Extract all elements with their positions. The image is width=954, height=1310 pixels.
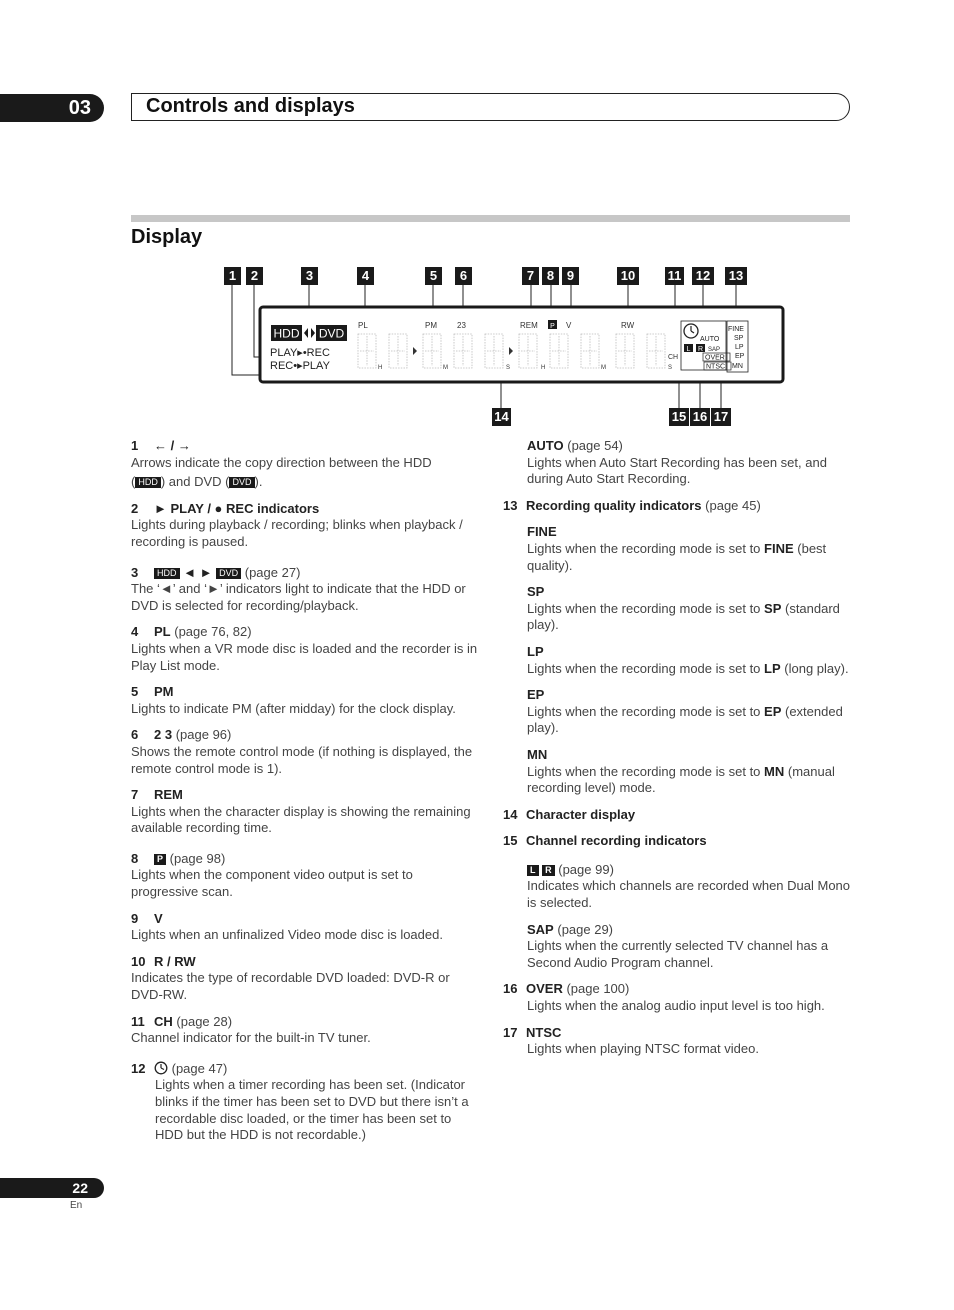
callout-1: 1: [224, 267, 241, 285]
item-2-title: ► PLAY / ● REC indicators: [154, 500, 320, 516]
lr-desc: Indicates which channels are recorded when Dual Mono is selected.: [527, 878, 851, 911]
item-5-title: PM: [154, 684, 174, 700]
item-1: [131, 438, 483, 491]
item-1-desc: Arrows indicate the copy direction between the HDD: [131, 454, 432, 470]
callout-11: 11: [665, 267, 684, 285]
panel-l: L: [686, 346, 691, 353]
panel-h2: H: [541, 365, 546, 371]
item-16-page: (page 100): [566, 981, 630, 997]
right-column: [503, 438, 851, 1068]
fine-mode: FINE: [764, 540, 794, 556]
left-column: [131, 438, 483, 1154]
callout-16: 16: [690, 408, 710, 426]
fine-post: (best quality).: [527, 540, 827, 573]
item-2-number: 2: [131, 500, 139, 516]
lp-post: (long play).: [780, 660, 849, 676]
item-10-desc: Indicates the type of recordable DVD loaded: DVD-R or DVD-RW.: [131, 970, 450, 1003]
lp-title: LP: [527, 643, 544, 659]
item-4-number: 4: [131, 624, 139, 640]
sp-mode: SP: [764, 600, 782, 616]
item-10-title: R / RW: [154, 953, 196, 969]
panel-play-rec: PLAY▸•REC: [270, 347, 330, 359]
ep-mode: EP: [764, 703, 782, 719]
lr-page: (page 99): [558, 861, 614, 877]
item-8-number: 8: [131, 850, 139, 866]
item-17-title: NTSC: [526, 1024, 562, 1040]
panel-sp: SP: [734, 335, 744, 342]
panel-m1: M: [443, 365, 448, 371]
item-5-desc: Lights to indicate PM (after midday) for the clock display.: [131, 700, 456, 716]
dvd-badge: DVD: [229, 477, 254, 488]
item-11: [131, 1014, 483, 1047]
chapter-number-tab: 03: [0, 94, 104, 122]
panel-sap: SAP: [708, 347, 721, 353]
callout-5: 5: [425, 267, 442, 285]
item-3-desc: The ‘◄’ and ‘►’ indicators light to indicate that the HDD or DVD is selected for recording/playback.: [131, 581, 466, 613]
ep-item: [503, 687, 851, 737]
sap-desc: Lights when the currently selected TV channel has a Second Audio Program channel.: [527, 938, 829, 970]
item-1-number: 1: [131, 438, 139, 453]
item-13: [503, 498, 851, 515]
callout-2: 2: [246, 267, 263, 285]
panel-remote: 23: [457, 321, 466, 330]
panel-fine: FINE: [728, 326, 744, 333]
sap-title: SAP: [527, 921, 554, 937]
sap-item: [503, 922, 851, 972]
item-16: [503, 981, 851, 1014]
callout-17: 17: [711, 408, 731, 426]
item-17-desc: Lights when playing NTSC format video.: [527, 1041, 759, 1057]
item-11-page: (page 28): [176, 1013, 233, 1029]
auto-page: (page 54): [567, 438, 623, 453]
item-17: [503, 1025, 851, 1058]
ep-title: EP: [527, 687, 545, 703]
panel-p: P: [550, 323, 555, 330]
item-8: [131, 851, 483, 901]
item-1-close: ).: [254, 474, 263, 490]
item-3-number: 3: [131, 564, 139, 580]
item-16-number: 16: [503, 981, 518, 997]
item-1-open: (: [131, 474, 136, 490]
item-12-page: (page 47): [171, 1060, 228, 1076]
item-15: [503, 833, 851, 850]
panel-rw: RW: [621, 321, 635, 330]
panel-m2: M: [601, 365, 606, 371]
item-17-number: 17: [503, 1024, 518, 1040]
item-3-page: (page 27): [244, 564, 301, 580]
ep-post: (extended play).: [527, 703, 843, 736]
callout-7: 7: [522, 267, 539, 285]
item-1-mid: ) and DVD (: [160, 474, 230, 490]
item-4-title: PL: [154, 624, 171, 640]
panel-rem: REM: [520, 321, 538, 330]
panel-ch: CH: [668, 354, 679, 361]
fine-desc: Lights when the recording mode is set to: [527, 540, 765, 556]
panel-s2: S: [668, 365, 673, 371]
ep-desc: Lights when the recording mode is set to: [527, 703, 765, 719]
panel-mn: MN: [732, 363, 743, 370]
callout-13: 13: [725, 267, 747, 285]
item-13-page: (page 45): [705, 497, 761, 513]
sp-desc: Lights when the recording mode is set to: [527, 600, 765, 616]
item-11-desc: Channel indicator for the built-in TV tuner.: [131, 1030, 371, 1046]
item-10-number: 10: [131, 953, 146, 969]
panel-v: V: [566, 321, 572, 330]
panel-pl: PL: [358, 321, 368, 330]
item-3-arrows: ◄ ►: [183, 564, 213, 580]
callout-9: 9: [562, 267, 579, 285]
item-7: [131, 787, 483, 837]
item-2: [131, 501, 483, 551]
item-10: [131, 954, 483, 1004]
callout-14: 14: [492, 408, 511, 426]
hdd-badge: HDD: [135, 477, 161, 488]
panel-hdd: HDD: [273, 326, 300, 341]
mn-desc: Lights when the recording mode is set to: [527, 763, 765, 779]
mn-mode: MN: [764, 763, 785, 779]
r-channel-icon: R: [542, 865, 555, 876]
panel-pm: PM: [425, 321, 437, 330]
item-16-desc: Lights when the analog audio input level is too high.: [527, 998, 825, 1014]
progressive-icon: P: [154, 854, 166, 865]
lp-item: [503, 644, 851, 677]
dvd-badge-2: DVD: [216, 568, 241, 579]
item-15-number: 15: [503, 833, 518, 849]
callout-10: 10: [617, 267, 639, 285]
mn-title: MN: [527, 746, 548, 762]
panel-ep: EP: [735, 353, 745, 360]
callout-12: 12: [692, 267, 714, 285]
panel-lp: LP: [735, 344, 744, 351]
panel-h1: H: [378, 365, 383, 371]
callout-4: 4: [357, 267, 374, 285]
fine-title: FINE: [527, 524, 557, 540]
item-13-number: 13: [503, 497, 518, 513]
item-15-title: Channel recording indicators: [526, 833, 707, 849]
item-4: [131, 624, 483, 674]
item-11-title: CH: [154, 1013, 173, 1029]
page-number: 22: [0, 1178, 104, 1198]
item-8-desc: Lights when the component video output is set to progressive scan.: [131, 867, 413, 900]
item-8-page: (page 98): [169, 850, 226, 866]
callout-8: 8: [542, 267, 559, 285]
item-9: [131, 911, 483, 944]
item-14: [503, 807, 851, 824]
sp-item: [503, 584, 851, 634]
item-16-title: OVER: [526, 981, 563, 997]
mn-post: (manual recording level) mode.: [527, 763, 835, 796]
item-6-number: 6: [131, 727, 139, 743]
item-9-title: V: [154, 910, 163, 926]
item-12-number: 12: [131, 1060, 146, 1076]
item-4-page: (page 76, 82): [174, 624, 252, 640]
item-6: [131, 727, 483, 777]
item-7-title: REM: [154, 787, 183, 803]
item-14-title: Character display: [526, 806, 636, 822]
lp-desc: Lights when the recording mode is set to: [527, 660, 765, 676]
lp-mode: LP: [764, 660, 781, 676]
item-1-arrows: ← / →: [154, 438, 191, 453]
lr-item: [503, 862, 851, 912]
panel-r: R: [697, 346, 704, 353]
item-4-desc: Lights when a VR mode disc is loaded and the recorder is in Play List mode.: [131, 640, 478, 673]
panel-s1: S: [506, 365, 511, 371]
l-channel-icon: L: [527, 865, 539, 876]
sp-post: (standard play).: [527, 600, 840, 633]
callout-15: 15: [669, 408, 689, 426]
callout-3: 3: [301, 267, 318, 285]
item-11-number: 11: [131, 1013, 145, 1029]
panel-dvd: DVD: [318, 326, 345, 341]
fine-item: [503, 524, 851, 574]
item-7-number: 7: [131, 787, 139, 803]
page-language: En: [70, 1200, 83, 1211]
section-title: Display: [131, 226, 203, 248]
auto-desc: Lights when Auto Start Recording has been set, and during Auto Start Recording.: [527, 454, 827, 487]
hdd-badge-2: HDD: [154, 568, 180, 579]
item-14-number: 14: [503, 806, 518, 822]
auto-title: AUTO: [527, 438, 564, 453]
item-5-number: 5: [131, 684, 139, 700]
sp-title: SP: [527, 584, 545, 600]
panel-rec-play: REC•▸PLAY: [270, 360, 330, 372]
item-5: [131, 684, 483, 717]
item-9-number: 9: [131, 910, 139, 926]
item-6-desc: Shows the remote control mode (if nothing is displayed, the remote control mode is 1).: [131, 743, 473, 776]
item-7-desc: Lights when the character display is showing the remaining available recording time.: [131, 803, 471, 836]
callout-6: 6: [455, 267, 472, 285]
item-6-title: 2 3: [154, 727, 173, 743]
timer-icon: [154, 1061, 168, 1075]
sap-page: (page 29): [557, 921, 614, 937]
item-3: [131, 565, 483, 615]
item-12-desc: Lights when a timer recording has been set. (Indicator blinks if the timer has been set to DVD but there isn’t a recordable disc loaded, or the timer has been set to HDD but the HDD is not recordable.): [155, 1077, 469, 1143]
item-12: [131, 1061, 483, 1144]
panel-over: OVER: [705, 354, 725, 362]
item-9-desc: Lights when an unfinalized Video mode disc is loaded.: [131, 927, 443, 943]
auto-item: [503, 438, 851, 488]
display-panel-diagram: [0, 0, 954, 450]
panel-ntsc: NTSC: [706, 363, 726, 371]
item-2-desc: Lights during playback / recording; blinks when playback / recording is paused.: [131, 517, 463, 549]
chapter-title: Controls and displays: [146, 95, 355, 117]
item-6-page: (page 96): [175, 727, 232, 743]
item-13-title: Recording quality indicators: [526, 497, 702, 513]
mn-item: [503, 747, 851, 797]
panel-auto: AUTO: [700, 336, 720, 343]
